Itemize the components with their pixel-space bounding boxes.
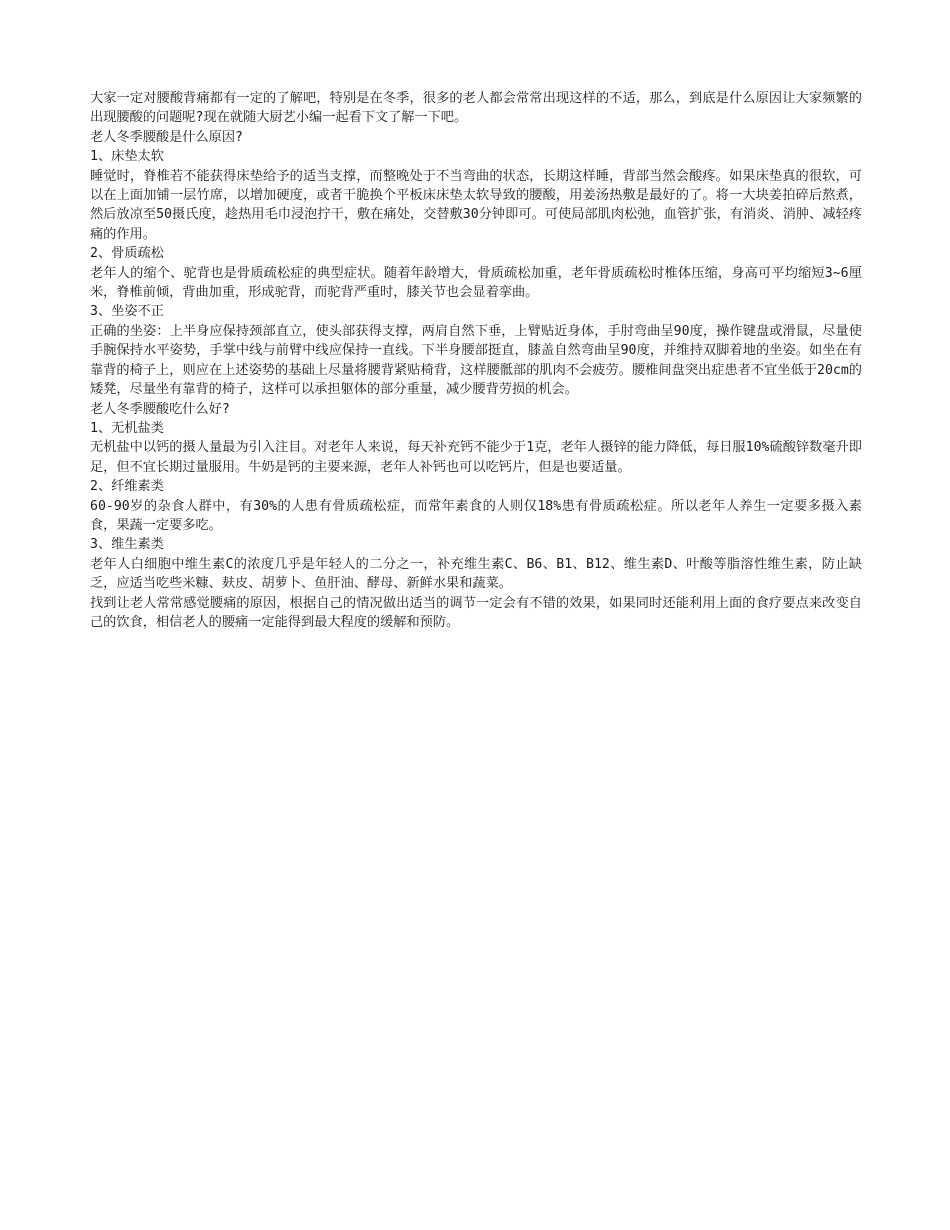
subheading-osteoporosis: 2、骨质疏松 [90,246,164,262]
section-heading-causes: 老人冬季腰酸是什么原因? [90,129,244,145]
article-body [90,89,862,632]
subheading-vitamins: 3、维生素类 [90,537,164,553]
paragraph-bad-posture: 正确的坐姿：上半身应保持颈部直立，使头部获得支撑，两肩自然下垂，上臂贴近身体，手肘弯曲呈90度，操作键盘或滑鼠，尽量使手腕保持水平姿势，手掌中线与前臂中线应保持一直线。下半身腰部挺直，膝盖自然弯曲呈90度，并维持双脚着地的坐姿。如坐在有靠背的椅子上，则应在上述姿势的基础上尽量将腰背紧贴椅背，这样腰骶部的肌肉不会疲劳。腰椎间盘突出症患者不宜坐低于20cm的矮凳，尽量坐有靠背的椅子，这样可以承担躯体的部分重量，减少腰背劳损的机会。 [90,323,862,398]
intro-paragraph: 大家一定对腰酸背痛都有一定的了解吧，特别是在冬季，很多的老人都会常常出现这样的不适，那么，到底是什么原因让大家频繁的出现腰酸的问题呢?现在就随大厨艺小编一起看下文了解一下吧。 [90,91,862,126]
conclusion-paragraph: 找到让老人常常感觉腰痛的原因，根据自己的情况做出适当的调节一定会有不错的效果，如果同时还能利用上面的食疗要点来改变自己的饮食，相信老人的腰痛一定能得到最大程度的缓解和预防。 [90,595,862,630]
subheading-fiber: 2、纤维素类 [90,479,164,495]
subheading-minerals: 1、无机盐类 [90,420,164,436]
section-heading-diet: 老人冬季腰酸吃什么好? [90,401,230,417]
paragraph-minerals: 无机盐中以钙的摄人量最为引入注目。对老年人来说，每天补充钙不能少于1克，老年人摄锌的能力降低，每日服10%硫酸锌数毫升即足，但不宜长期过量服用。牛奶是钙的主要来源，老年人补钙也可以吃钙片，但是也要适量。 [90,440,862,475]
paragraph-osteoporosis: 老年人的缩个、驼背也是骨质疏松症的典型症状。随着年龄增大，骨质疏松加重，老年骨质疏松时椎体压缩，身高可平均缩短3~6厘米，脊椎前倾，背曲加重，形成驼背，而驼背严重时，膝关节也会显着挛曲。 [90,265,862,301]
subheading-soft-mattress: 1、床垫太软 [90,149,164,165]
paragraph-vitamins: 老年人白细胞中维生素C的浓度几乎是年轻人的二分之一，补充维生素C、B6、B1、B12、维生素D、叶酸等脂溶性维生素，防止缺乏，应适当吃些米糠、麸皮、胡萝卜、鱼肝油、酵母、新鲜水果和蔬菜。 [90,556,862,592]
paragraph-soft-mattress: 睡觉时，脊椎若不能获得床垫给予的适当支撑，而整晚处于不当弯曲的状态，长期这样睡，背部当然会酸疼。如果床垫真的很软，可以在上面加铺一层竹席，以增加硬度，或者干脆换个平板床床垫太软导致的腰酸，用姜汤热敷是最好的了。将一大块姜拍碎后熬煮，然后放凉至50摄氏度，趁热用毛巾浸泡拧干，敷在痛处，交替敷30分钟即可。可使局部肌肉松弛，血管扩张，有消炎、消肿、减轻疼痛的作用。 [90,168,862,242]
subheading-bad-posture: 3、坐姿不正 [90,304,164,320]
paragraph-fiber: 60-90岁的杂食人群中，有30%的人患有骨质疏松症，而常年素食的人则仅18%患有骨质疏松症。所以老年人养生一定要多摄入素食，果蔬一定要多吃。 [90,498,862,533]
